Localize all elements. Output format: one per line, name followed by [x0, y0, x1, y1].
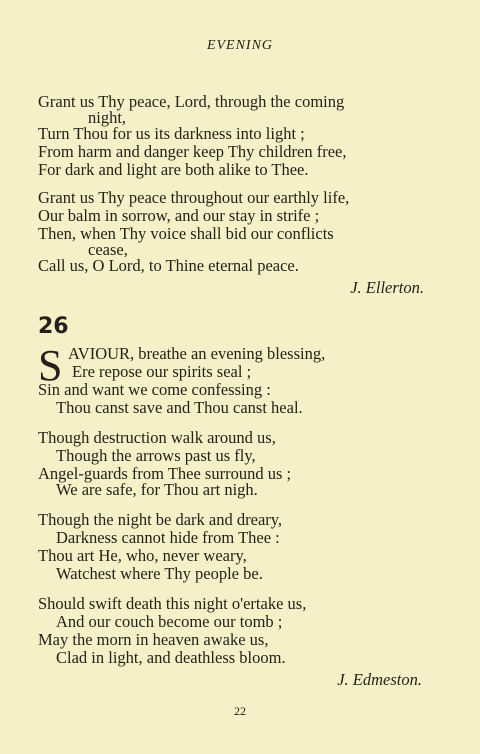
verse-line: And our couch become our tomb ; [56, 612, 283, 631]
verse-line: Call us, O Lord, to Thine eternal peace. [38, 256, 299, 275]
verse-line: Should swift death this night o'ertake us, [38, 594, 307, 613]
verse-line: Though the night be dark and dreary, [38, 510, 283, 529]
verse-line: AVIOUR, breathe an evening blessing, [68, 344, 326, 363]
verse-line: Watchest where Thy people be. [56, 564, 263, 583]
verse-line: From harm and danger keep Thy children free, [38, 142, 347, 161]
verse-line: Our balm in sorrow, and our stay in strife ; [38, 206, 320, 225]
verse-line: Angel-guards from Thee surround us ; [38, 464, 292, 483]
verse-line: May the morn in heaven awake us, [38, 630, 269, 649]
verse-line: Grant us Thy peace, Lord, through the coming [38, 92, 345, 111]
verse-line: Though destruction walk around us, [38, 428, 276, 447]
hymn-number: 26 [38, 314, 69, 339]
author-attribution: J. Edmeston. [337, 670, 422, 689]
verse-line: Grant us Thy peace throughout our earthly life, [38, 188, 350, 207]
verse-line: For dark and light are both alike to Thee. [38, 160, 309, 179]
verse-line: Thou canst save and Thou canst heal. [56, 398, 303, 417]
verse-line: Turn Thou for us its darkness into light ; [38, 124, 305, 143]
verse-line: night, [88, 108, 127, 127]
verse-line: Sin and want we come confessing : [38, 380, 271, 399]
page-number: 22 [234, 704, 246, 718]
verse-line: Then, when Thy voice shall bid our conflicts [38, 224, 334, 243]
verse-line: Thou art He, who, never weary, [38, 546, 247, 565]
drop-cap: S [38, 341, 63, 390]
verse-line: Though the arrows past us fly, [56, 446, 256, 465]
running-header: EVENING [206, 38, 274, 53]
verse-line: Darkness cannot hide from Thee : [56, 528, 280, 547]
verse-line: We are safe, for Thou art nigh. [56, 480, 258, 499]
author-attribution: J. Ellerton. [350, 278, 424, 297]
verse-line: Ere repose our spirits seal ; [72, 362, 252, 381]
verse-line: Clad in light, and deathless bloom. [56, 648, 286, 667]
verse-line: cease, [88, 240, 128, 259]
